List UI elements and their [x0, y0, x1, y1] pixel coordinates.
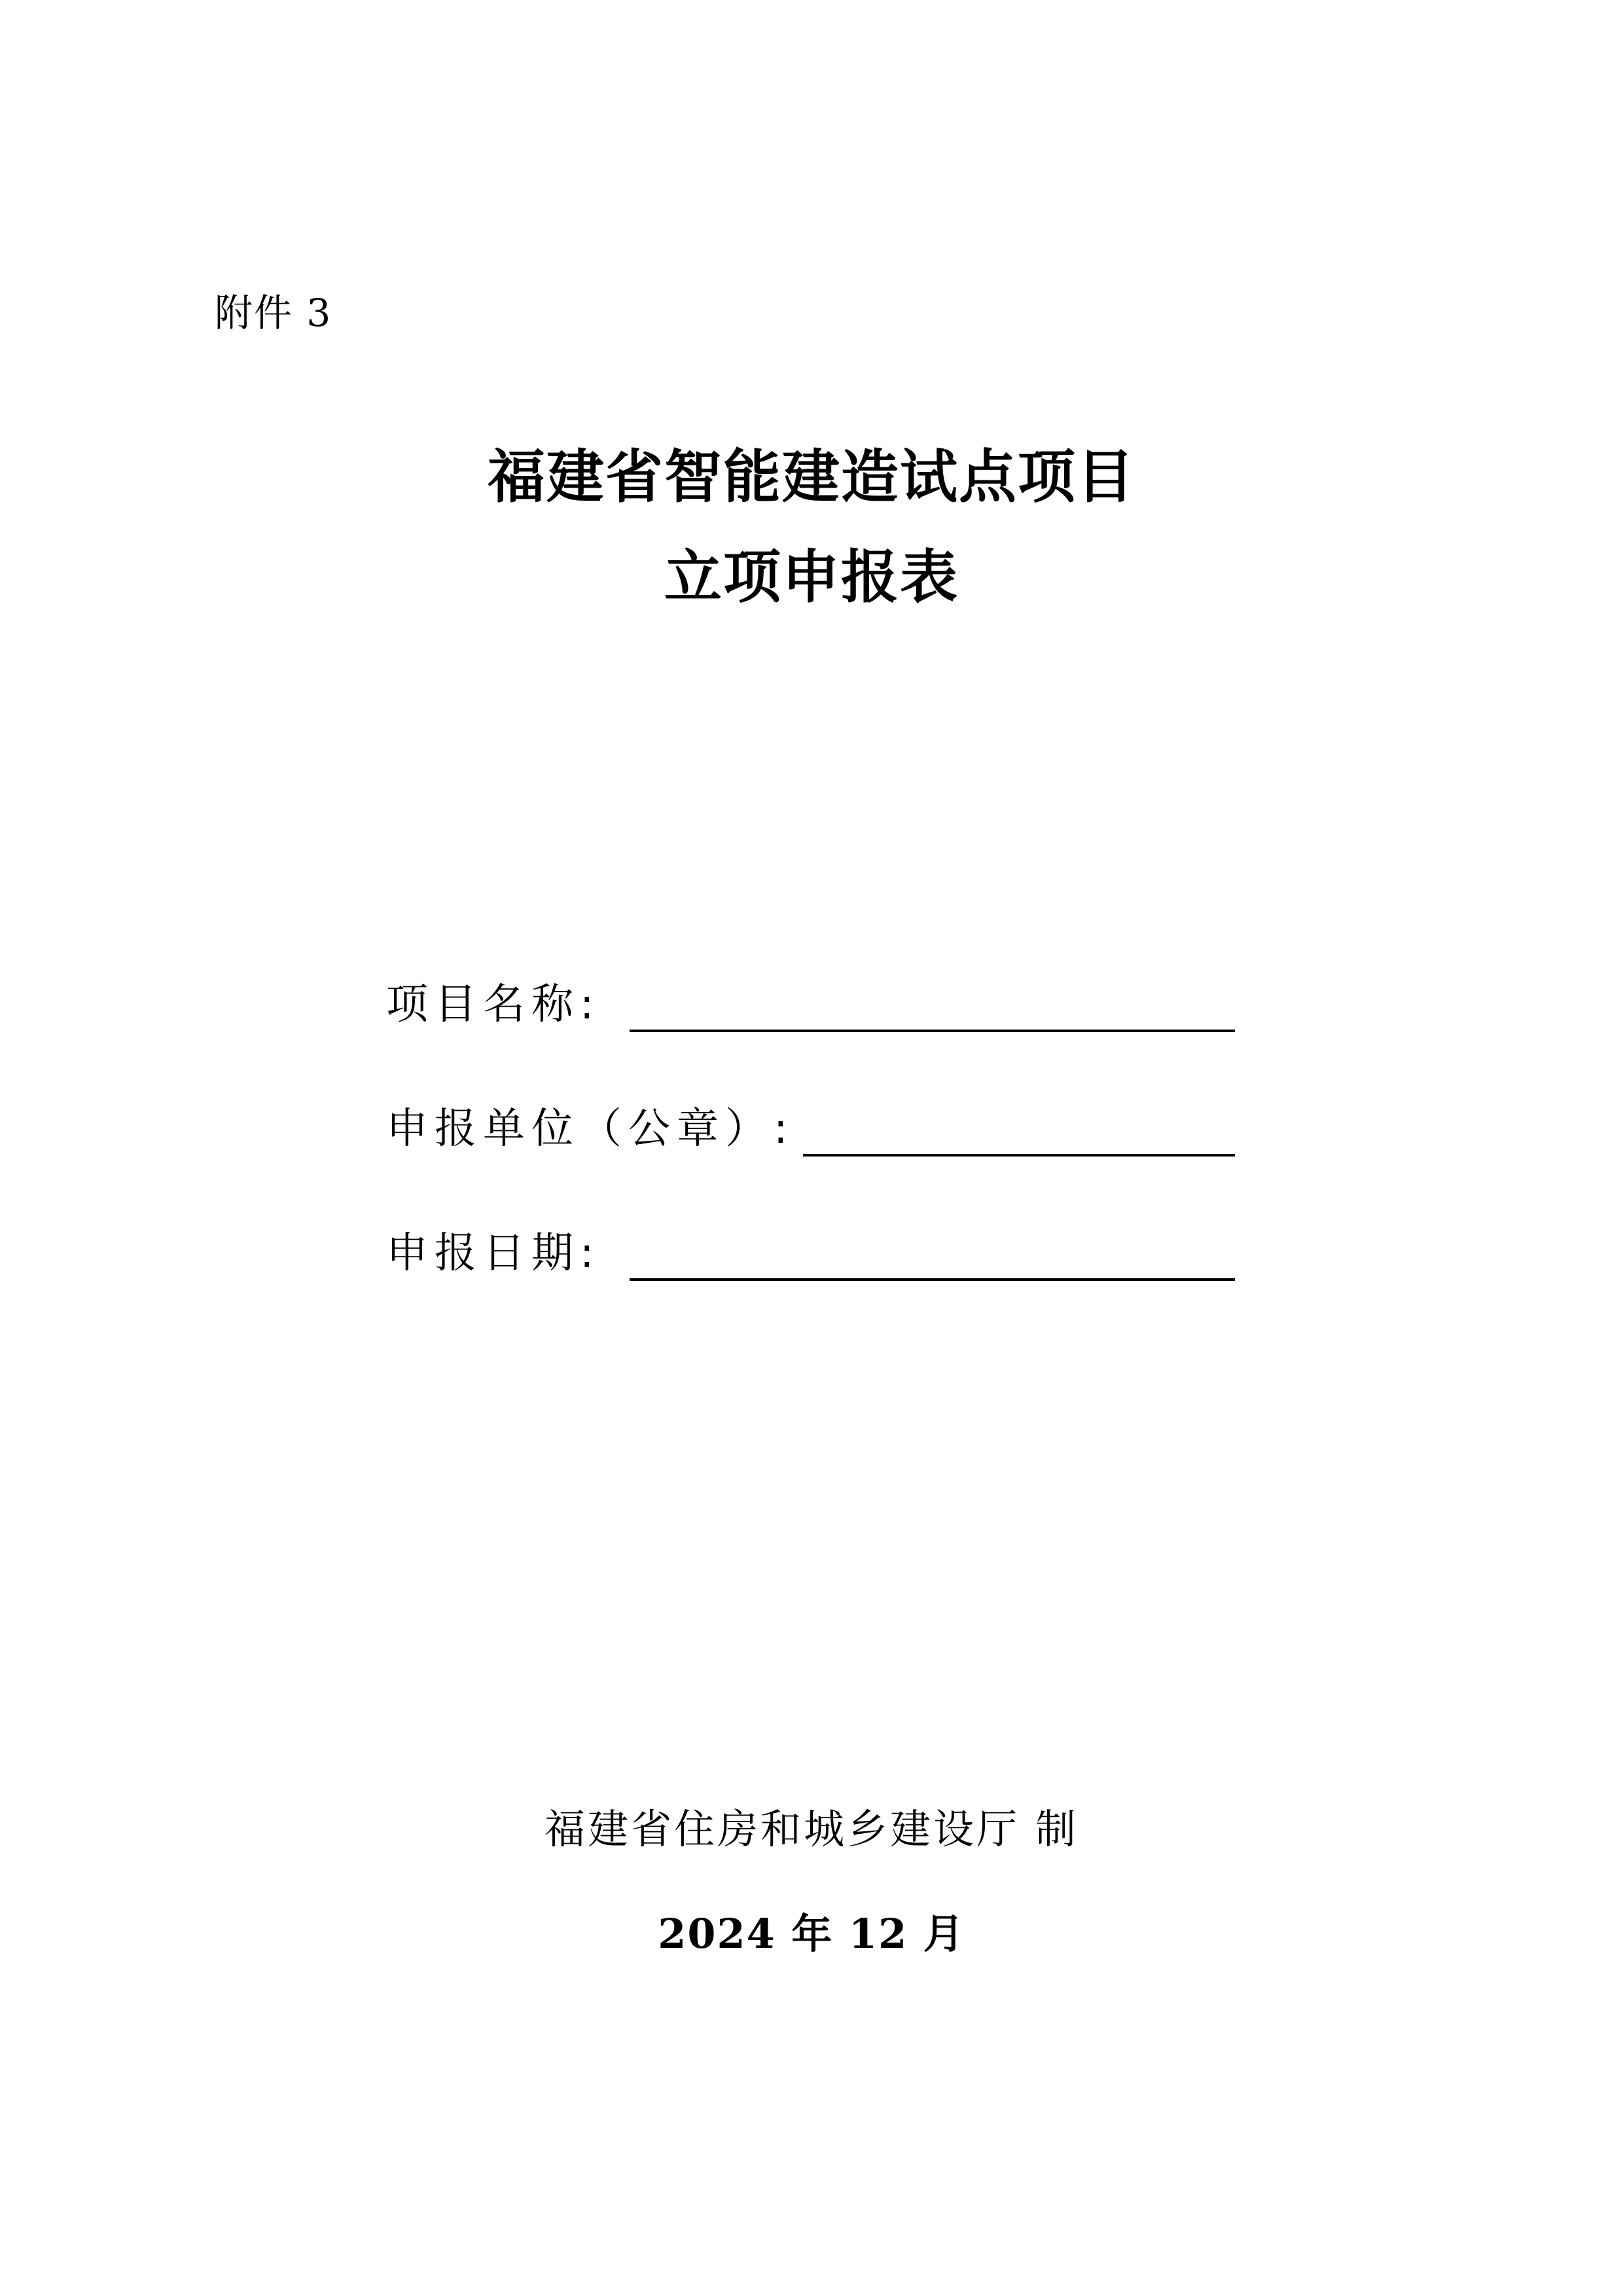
issuer-line: 福建省住房和城乡建设厅 制 [544, 1805, 1079, 1853]
attachment-label: 附件 3 [215, 291, 332, 335]
applicant-unit-label: 申报单位（公章）: [386, 1105, 794, 1153]
page-title-line2: 立项申报表 [664, 543, 959, 611]
application-date-field[interactable] [386, 1221, 1237, 1286]
page-title-line1: 福建省智能建造试点项目 [487, 442, 1135, 511]
project-name-underline[interactable] [630, 1030, 1235, 1032]
applicant-unit-field[interactable] [386, 1096, 1237, 1162]
application-date-label: 申报日期: [386, 1229, 601, 1278]
application-date-underline[interactable] [630, 1278, 1235, 1281]
issue-date: 2024 年 12 月 [658, 1910, 965, 1958]
applicant-unit-underline[interactable] [803, 1154, 1235, 1157]
project-name-label: 项目名称: [386, 980, 601, 1029]
project-name-field[interactable] [386, 972, 1237, 1037]
